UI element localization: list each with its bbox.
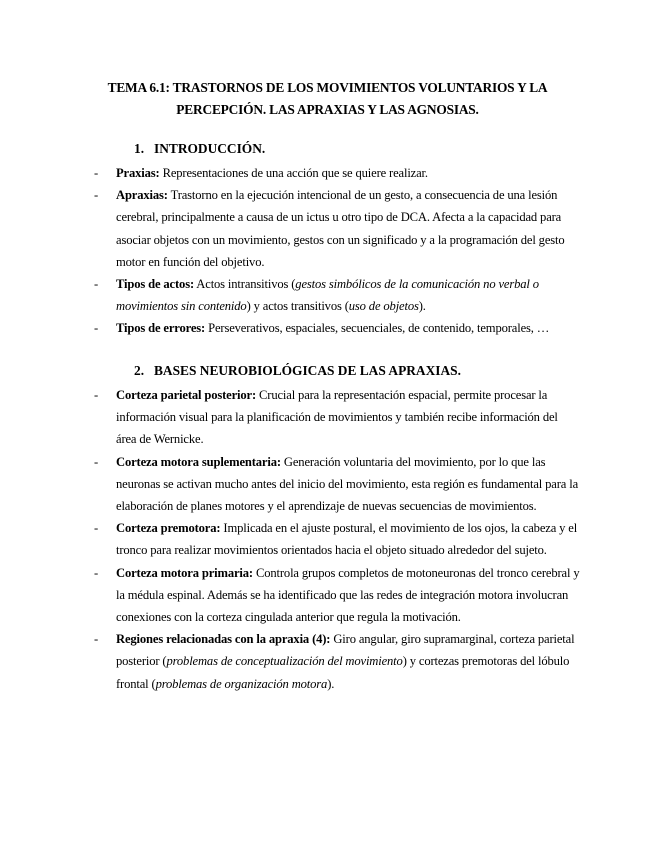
list-item-corteza-motora-primaria: [94, 562, 580, 629]
item-text: Crucial para la representación espacial, permite procesar la información visual para la planificación de movimientos y también recibe información del área de Wernicke.: [116, 388, 558, 447]
item-text: Implicada en el ajuste postural, el movimiento de los ojos, la cabeza y el tronco para realizar movimientos orientados hacia el objeto situado alrededor del sujeto.: [116, 521, 578, 558]
title-line-1: TEMA 6.1: TRASTORNOS DE LOS MOVIMIENTOS VOLUNTARIOS Y LA: [107, 80, 548, 95]
section-number: 2.: [134, 363, 145, 378]
item-text: ).: [418, 299, 426, 314]
list-item-corteza-parietal-posterior: [94, 384, 580, 451]
item-italic: problemas de conceptualización del movimiento: [166, 654, 403, 669]
section-list-bases-neurobiologicas: [94, 384, 580, 695]
list-item-regiones-relacionadas: [94, 628, 580, 695]
item-text: Giro angular, giro supramarginal, corteza parietal posterior (: [116, 632, 575, 669]
section-list-introduccion: [94, 162, 580, 340]
section-number: 1.: [134, 141, 145, 156]
document-title: [60, 77, 595, 121]
bullet-dash: -: [94, 454, 99, 469]
section-heading-introduccion: [134, 141, 265, 157]
item-term: Corteza motora primaria:: [116, 565, 253, 580]
item-text: ) y cortezas premotoras del lóbulo frontal (: [116, 654, 570, 691]
item-text: Generación voluntaria del movimiento, por lo que las neuronas se activan mucho antes del inicio del movimiento, esta región es fundamental para la elaboración de planes motores y el aprendizaje de nuevas secuencias de movimientos.: [116, 454, 579, 514]
list-item-apraxias: [94, 184, 580, 273]
bullet-dash: -: [94, 521, 99, 536]
list-item-corteza-motora-suplementaria: [94, 451, 580, 518]
list-item-praxias: [94, 162, 580, 184]
list-item-corteza-premotora: [94, 517, 580, 561]
item-text: Perseverativos, espaciales, secuenciales, de contenido, temporales, …: [205, 321, 550, 336]
item-term: Corteza parietal posterior:: [116, 388, 257, 402]
item-term: Regiones relacionadas con la apraxia (4):: [116, 632, 331, 647]
section-heading-bases-neurobiologicas: [134, 363, 461, 379]
list-item-tipos-de-actos: [94, 273, 580, 317]
bullet-dash: -: [94, 321, 99, 336]
item-term: Corteza premotora:: [116, 521, 221, 536]
section-title: BASES NEUROBIOLÓGICAS DE LAS APRAXIAS.: [154, 363, 461, 378]
item-term: Tipos de errores:: [116, 321, 206, 336]
item-text: Controla grupos completos de motoneuronas del tronco cerebral y la médula espinal. Además se ha identificado que las redes de integración motora involucran conexiones con la corteza cingulada anterior que regula la motivación.: [116, 565, 580, 625]
item-term: Praxias:: [116, 166, 160, 180]
list-item-tipos-de-errores: [94, 317, 580, 339]
title-line-2: PERCEPCIÓN. LAS APRAXIAS Y LAS AGNOSIAS.: [176, 102, 479, 117]
item-text: Representaciones de una acción que se quiere realizar.: [159, 166, 428, 180]
item-text: ).: [327, 676, 335, 691]
item-term: Tipos de actos:: [116, 277, 194, 292]
section-title: INTRODUCCIÓN.: [154, 141, 266, 156]
bullet-dash: -: [94, 277, 99, 292]
item-italic: uso de objetos: [348, 299, 419, 314]
item-term: Corteza motora suplementaria:: [116, 454, 281, 469]
item-term: Apraxias:: [116, 188, 168, 203]
item-italic: problemas de organización motora: [155, 676, 328, 691]
item-text: ) y actos transitivos (: [246, 299, 349, 314]
bullet-dash: -: [94, 632, 99, 647]
item-text: Actos intransitivos (: [194, 277, 296, 292]
bullet-dash: -: [94, 166, 99, 180]
item-text: Trastorno en la ejecución intencional de un gesto, a consecuencia de una lesión cerebral, principalmente a causa de un ictus u otro tipo de DCA. Afecta a la capacidad para asociar objetos con un movimiento, gestos con un significado y a la programación del gesto motor en función del objetivo.: [116, 188, 565, 269]
bullet-dash: -: [94, 388, 99, 402]
bullet-dash: -: [94, 565, 99, 580]
item-italic: gestos simbólicos de la comunicación no verbal o movimientos sin contenido: [116, 277, 539, 314]
bullet-dash: -: [94, 188, 99, 203]
